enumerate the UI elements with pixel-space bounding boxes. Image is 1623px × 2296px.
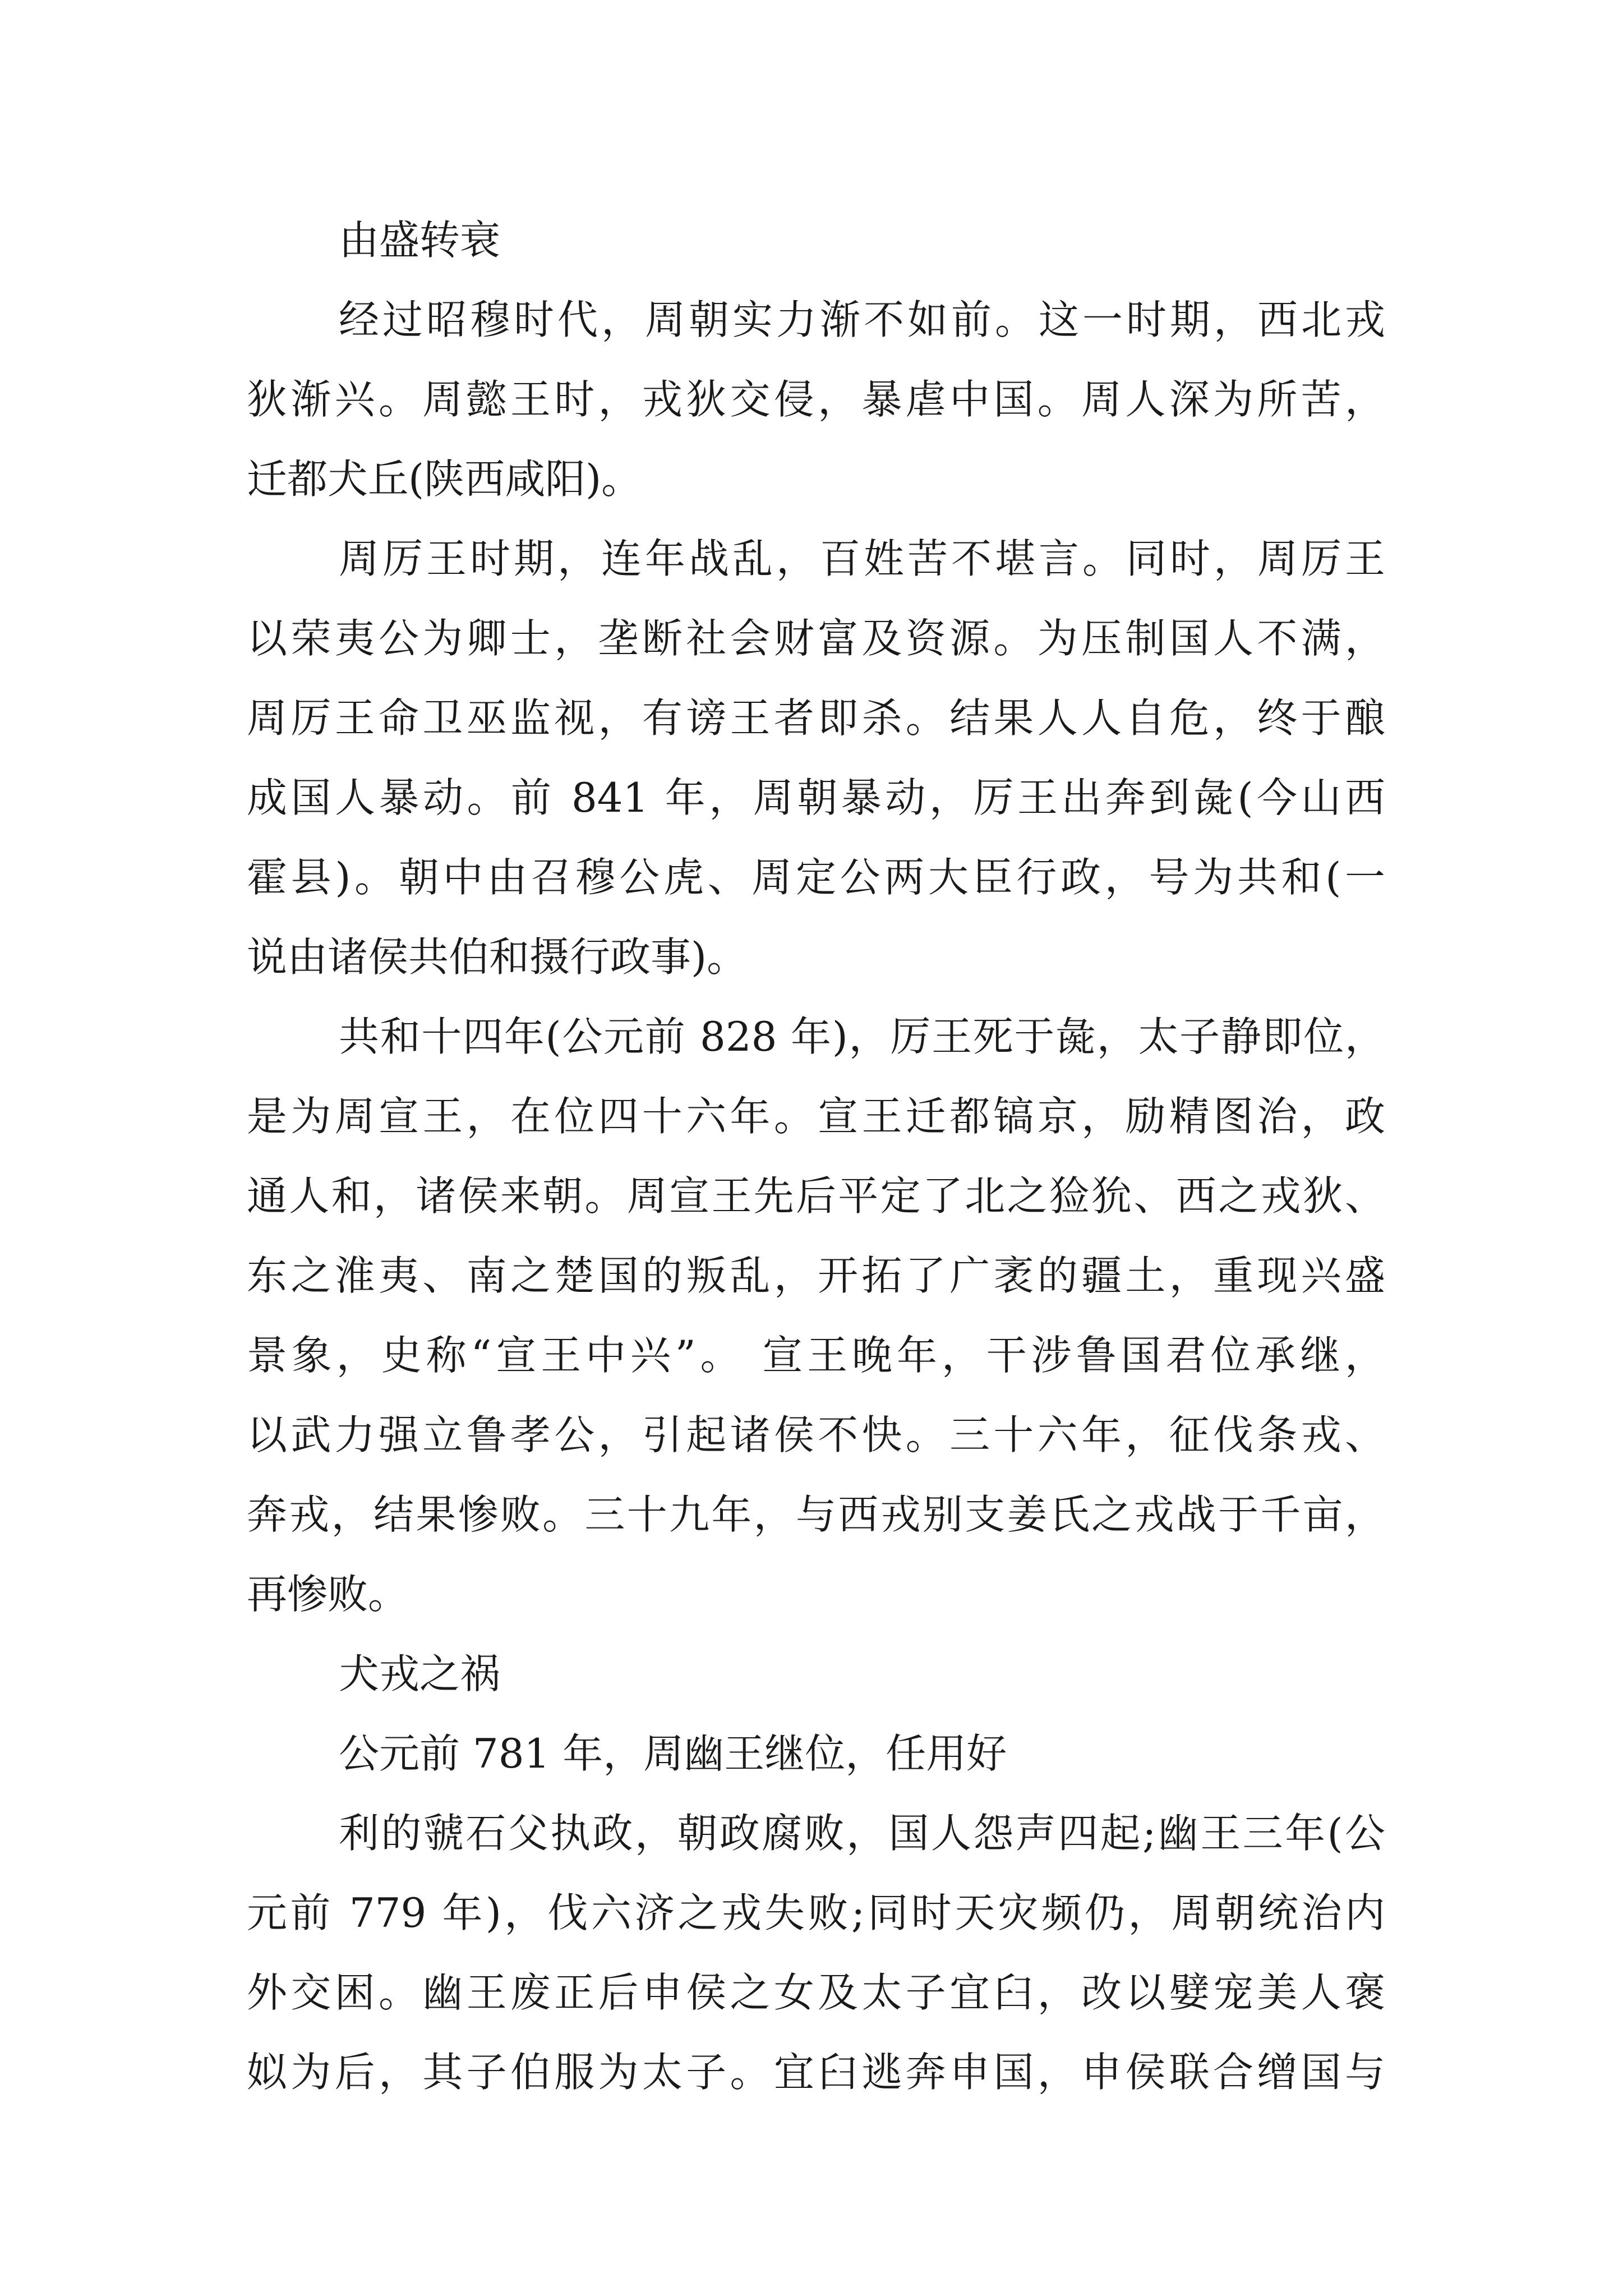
text-line: 共和十四年(公元前 828 年)，厉王死于彘，太子静即位，: [339, 1013, 1385, 1060]
text-line: 奔戎，结果惨败。三十九年，与西戎别支姜氏之戎战于千亩，: [247, 1491, 1385, 1538]
text-line: 迁都犬丘(陕西咸阳)。: [247, 455, 642, 503]
heading-quanrong: 犬戎之祸: [339, 1650, 501, 1697]
text-line: 以荣夷公为卿士，垄断社会财富及资源。为压制国人不满，: [247, 615, 1385, 662]
text-line: 东之淮夷、南之楚国的叛乱，开拓了广袤的疆土，重现兴盛: [247, 1252, 1385, 1299]
text-line: 是为周宣王，在位四十六年。宣王迁都镐京，励精图治，政: [247, 1093, 1385, 1140]
text-line: 经过昭穆时代，周朝实力渐不如前。这一时期，西北戎: [339, 296, 1385, 343]
text-line: 外交困。幽王废正后申侯之女及太子宜臼，改以嬖宠美人褒: [247, 1969, 1385, 2016]
text-line: 狄渐兴。周懿王时，戎狄交侵，暴虐中国。周人深为所苦，: [247, 376, 1385, 423]
text-line: 姒为后，其子伯服为太子。宜臼逃奔申国，申侯联合缯国与: [247, 2049, 1385, 2096]
heading-decline: 由盛转衰: [339, 217, 501, 264]
text-line: 说由诸侯共伯和摄行政事)。: [247, 933, 748, 981]
text-line: 周厉王时期，连年战乱，百姓苦不堪言。同时，周厉王: [339, 535, 1385, 582]
text-line: 成国人暴动。前 841 年，周朝暴动，厉王出奔到彘(今山西: [247, 774, 1385, 821]
text-line: 周厉王命卫巫监视，有谤王者即杀。结果人人自危，终于酿: [247, 694, 1385, 742]
text-line: 通人和，诸侯来朝。周宣王先后平定了北之猃狁、西之戎狄、: [247, 1172, 1385, 1220]
text-line: 以武力强立鲁孝公，引起诸侯不快。三十六年，征伐条戎、: [247, 1411, 1385, 1458]
text-line: 元前 779 年)，伐六济之戎失败;同时天灾频仍，周朝统治内: [247, 1889, 1385, 1936]
text-line: 霍县)。朝中由召穆公虎、周定公两大臣行政，号为共和(一: [247, 854, 1385, 901]
text-line: 景象，史称“宣王中兴”。 宣王晚年，干涉鲁国君位承继，: [247, 1332, 1385, 1379]
text-line: 利的虢石父执政，朝政腐败，国人怨声四起;幽王三年(公: [339, 1810, 1385, 1857]
text-line: 公元前 781 年，周幽王继位，任用好: [339, 1730, 1007, 1777]
text-line: 再惨败。: [247, 1571, 409, 1618]
